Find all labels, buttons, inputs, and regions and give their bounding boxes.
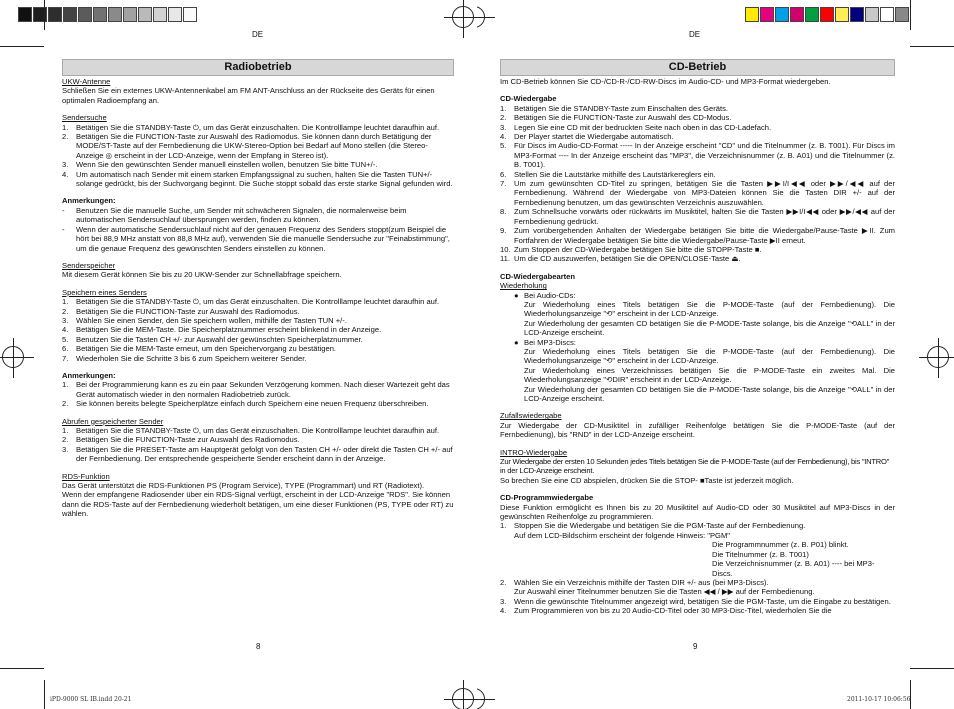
list-item: 1. Bei der Programmierung kann es zu ein paar Sekunden Verzögerung kommen. Nach dieser Wartezeit geht das Gerät automatisch wieder in den normalen Radiobetrieb zurück. [62, 380, 450, 399]
intro-text-1: Zur Wiedergabe der ersten 10 Sekunden jedes Titels betätigen Sie die P-MODE-Taste (auf der Fernbedienung), bis "INTRO" in der LCD-Anzeige erscheint. [500, 457, 890, 476]
program-step2-sub: Zur Auswahl einer Titelnummer benutzen Sie die Tasten ◀◀ / ▶▶ auf der Fernbedienung. [514, 587, 815, 597]
cd-intro: Im CD-Betrieb können Sie CD-/CD-R-/CD-RW-Discs im Audio-CD- und MP3-Format wiedergeben. [500, 77, 831, 86]
list-item: ● Bei MP3-Discs: [514, 337, 576, 347]
audio-cd-repeat-text: Zur Wiederholung eines Titels betätigen Sie die P-MODE-Taste (auf der Fernbedienung). Die Wiederholungsanzeige "⟲" erscheint in der LCD-Anzeige. Zur Wiederholung der gesamten CD betätigen Sie die P-MODE-Taste solange, bis die Anzeige "⟲ALL" in der LCD-Anzeige erscheint. [524, 299, 895, 338]
gray-swatch [123, 7, 137, 22]
crop-mark [910, 668, 954, 669]
gray-swatch [108, 7, 122, 22]
station-memory-text: Mit diesem Gerät können Sie bis zu 20 UKW-Sender zur Schnellabfrage speichern. [62, 270, 342, 280]
registration-mark-top-left-page [448, 2, 477, 34]
list-item: 2. Wählen Sie ein Verzeichnis mithilfe der Tasten DIR +/- aus (bei MP3-Discs). [500, 577, 769, 587]
list-item: 3. Legen Sie eine CD mit der bedruckten Seite nach oben in das CD-Ladefach. [500, 122, 772, 132]
program-heading: CD-Programmwiedergabe [500, 493, 594, 503]
page-number: 8 [256, 642, 261, 651]
random-text: Zur Wiedergabe der CD-Musiktitel in zufälliger Reihenfolge betätigen Sie die P-MODE-Taste (auf der Fernbedienung), bis "RND" in der LCD-Anzeige erscheint. [500, 420, 895, 440]
list-item: 7. Wiederholen Sie die Schritte 3 bis 6 zum Speichern weiterer Sender. [62, 353, 307, 363]
rds-text-1: Das Gerät unterstützt die RDS-Funktionen PS (Program Service), TYPE (Programmart) und RT (Radiotext). [62, 481, 425, 491]
registration-mark-bottom-right-page [477, 684, 491, 709]
gray-swatch [78, 7, 92, 22]
list-item: 1. Betätigen Sie die STANDBY-Taste ⏻, um das Gerät einzuschalten. Die Kontrolllampe leuchtet daraufhin auf. [62, 426, 440, 435]
page-number: 9 [693, 642, 698, 651]
list-item: 4. Betätigen Sie die MEM-Taste. Die Speicherplatznummer erscheint blinkend in der Anzeige. [62, 325, 382, 335]
gray-color-bar [18, 7, 198, 22]
list-item: 2. Betätigen Sie die FUNCTION-Taste zur Auswahl des Radiomodus. [62, 306, 300, 316]
gray-swatch [183, 7, 197, 22]
list-item: 8. Zum Schnellsuche vorwärts oder rückwärts im Musiktitel, halten Sie die Tasten ▶▶I/I◀◀ oder ▶▶/◀◀ auf der Fernbedienung gedrückt. [500, 207, 895, 226]
store-station-steps [62, 297, 454, 363]
list-item: 3. Betätigen Sie die PRESET-Taste am Hauptgerät gefolgt von den Tasten CH +/- oder direkt die Tasten CH +/- auf der Fernbedienung. Der entsprechende gespeicherte Sender erscheint dann in der Anzeige. [62, 444, 453, 464]
mp3-repeat-text: Zur Wiederholung eines Titels betätigen Sie die P-MODE-Taste (auf der Fernbedienung). Die Wiederholungsanzeige "⟲" erscheint in der LCD-Anzeige. Zur Wiederholung eines Verzeichnisses betätigen Sie die P-MODE-Taste ein zweites Mal. Die Wiederholungsanzeige "⟲DIR" erscheint in der LCD-Anzeige. Zur Wiederholung der gesamten CD betätigen Sie die P-MODE-Taste solange, bis die Anzeige "⟲ALL" in der LCD-Anzeige erscheint. [524, 346, 895, 403]
crop-mark [910, 680, 911, 709]
list-item: 4. Um automatisch nach Sender mit einem starken Empfangssignal zu suchen, halten Sie die Tasten TUN+/- solange gedrückt, bis der Suchvorgang beginnt. Die Suche stoppt sobald das erste starke Signal gefunden wird. [62, 169, 453, 189]
station-search-heading: Sendersuche [62, 113, 107, 123]
rds-heading: RDS-Funktion [62, 471, 110, 481]
recall-station-steps [62, 426, 454, 464]
station-search-steps [62, 123, 454, 189]
process-color-swatch [880, 7, 894, 22]
gray-swatch [18, 7, 32, 22]
notes-heading: Anmerkungen: [62, 196, 116, 206]
crop-mark [44, 680, 45, 709]
list-item: 3. Wenn Sie den gewünschten Sender manuell einstellen wollen, benutzen Sie bitte TUN+/-. [62, 160, 378, 170]
list-item: 6. Stellen Sie die Lautstärke mithilfe des Lautstärkereglers ein. [500, 169, 716, 179]
cd-playback-steps [500, 104, 895, 264]
crop-mark [0, 668, 44, 669]
list-item: 4. Zum Programmieren von bis zu 20 Audio-CD-Titel oder 30 MP3-Disc-Titel, wiederholen Sie die [500, 606, 832, 616]
crop-mark [910, 46, 954, 47]
intro-heading: INTRO-Wiedergabe [500, 447, 568, 457]
registration-mark-right [923, 342, 954, 374]
notes-list-2 [62, 380, 454, 408]
list-item: ● Bei Audio-CDs: [514, 290, 576, 300]
crop-mark [0, 46, 44, 47]
list-item: 2. Sie können bereits belegte Speicherplätze einfach durch Speichern eine neuen Frequenz überschreiben. [62, 399, 429, 409]
list-item: 5. Benutzen Sie die Tasten CH +/- zur Auswahl der gewünschten Speicherplatznummer. [62, 334, 363, 344]
radio-section [62, 59, 454, 519]
notes-heading-2: Anmerkungen: [62, 370, 116, 380]
cd-section [500, 59, 895, 616]
crop-mark [44, 0, 45, 30]
list-item: 5. Für Discs im Audio-CD-Format ----- In der Anzeige erscheint "CD" und die Titelnummer (z. B. T001). Für Discs im MP3-Format ---- In der Anzeige erscheint das "MP3", die Verzeichnisnummer (z. B. A01) und die Titelnummer (z. B. T001). [500, 141, 895, 170]
list-item: 3. Wenn die gewünschte Titelnummer angezeigt wird, betätigen Sie die PGM-Taste, um die Eingabe zu bestätigen. [500, 596, 891, 606]
right-page [477, 0, 954, 709]
ukw-antenna-text: Schließen Sie ein externes UKW-Antennenkabel am FM ANT-Anschluss an der Rückseite des Geräts für einen optimalen Radioempfang an. [62, 86, 435, 105]
crop-mark [910, 0, 911, 30]
gray-swatch [63, 7, 77, 22]
process-color-swatch [745, 7, 759, 22]
registration-mark-bottom-left-page [448, 684, 477, 709]
process-color-swatch [805, 7, 819, 22]
process-color-swatch [865, 7, 879, 22]
process-color-bar [745, 7, 910, 22]
registration-mark-top-right-page [477, 2, 491, 34]
playback-modes-heading: CD-Wiedergabearten [500, 271, 576, 281]
rds-text-2: Wenn der empfangene Radiosender über ein RDS-Signal verfügt, erscheint in der LCD-Anzeige "RDS". Sie können dann die RDS-Taste auf der Fernbedienung wiederholt betätigen, um eine dieser Funktionen (PS, TYPE oder RT) zu wählen. [62, 490, 454, 519]
language-label: DE [252, 30, 264, 39]
footer-timestamp: 2011-10-17 10:06:56 [847, 696, 911, 703]
language-label: DE [689, 30, 701, 39]
list-item: 1. Betätigen Sie die STANDBY-Taste ⏻, um das Gerät einzuschalten. Die Kontrolllampe leuchtet daraufhin auf. [62, 297, 440, 307]
program-step1-sub: Auf dem LCD-Bildschirm erscheint der folgende Hinweis: "PGM" [514, 530, 730, 540]
process-color-swatch [760, 7, 774, 22]
list-item: 2. Betätigen Sie die FUNCTION-Taste zur Auswahl des CD-Modus. [500, 113, 732, 123]
list-item: 1. Betätigen Sie die STANDBY-Taste zum Einschalten des Geräts. [500, 103, 728, 113]
list-item: 6. Betätigen Sie die MEM-Taste erneut, um den Speichervorgang zu bestätigen. [62, 344, 337, 354]
intro-text-2: So brechen Sie eine CD abspielen, drücken Sie die STOP- ■Taste ist jederzeit möglich. [500, 475, 794, 485]
process-color-swatch [820, 7, 834, 22]
process-color-swatch [835, 7, 849, 22]
program-hints: Die Programmnummer (z. B. P01) blinkt. Die Titelnummer (z. B. T001) Die Verzeichnisnummer (z. B. A01) ---- bei MP3-Discs. [712, 540, 875, 578]
registration-mark-left [0, 342, 30, 374]
store-station-heading: Speichern eines Senders [62, 287, 147, 297]
list-item: 2. Betätigen Sie die FUNCTION-Taste zur Auswahl des Radiomodus. [62, 435, 300, 445]
process-color-swatch [775, 7, 789, 22]
program-text: Diese Funktion ermöglicht es Ihnen bis zu 20 Musiktitel auf Audio-CD oder 30 Musiktitel auf MP3-Discs in der gewünschten Reihenfolge zu programmieren. [500, 502, 895, 522]
list-item: - Wenn der automatische Sendersuchlauf nicht auf der genauen Frequenz des Senders stoppt(zum Beispiel die hört bei 88,9 MHz anstatt von 88,8 MHz auf), verwenden Sie die manuelle Sendersuche zur "Feinabstimmung", um die genaue Frequenz des gewünschten Senders einstellen zu können. [62, 224, 450, 253]
gray-swatch [93, 7, 107, 22]
list-item: 9. Zum vorübergehenden Anhalten der Wiedergabe betätigen Sie bitte die Wiedergabe/Pause-Taste ▶II. Zum Fortfahren der Wiedergabe betätigen Sie bitte die Wiedergabe/Pause-Taste ▶II erneut. [500, 226, 895, 245]
list-item: 1. Stoppen Sie die Wiedergabe und betätigen Sie die PGM-Taste auf der Fernbedienung. [500, 521, 806, 531]
list-item: 4. Der Player startet die Wiedergabe automatisch. [500, 132, 674, 142]
list-item: - Benutzen Sie die manuelle Suche, um Sender mit schwächeren Signalen, die normalerweise beim automatischen Sendersuchlauf übersprungen werden, finden zu können. [62, 205, 407, 225]
list-item: 3. Wählen Sie einen Sender, den Sie speichern wollen, mithilfe der Tasten TUN +/-. [62, 315, 347, 325]
repeat-heading: Wiederholung [500, 281, 547, 291]
section-title-radio: Radiobetrieb [62, 59, 454, 76]
recall-station-heading: Abrufen gespeicherter Sender [62, 416, 164, 426]
list-item: 10. Zum Stoppen der CD-Wiedergabe betätigen Sie bitte die STOPP-Taste ■. [500, 244, 762, 254]
list-item: 1. Betätigen Sie die STANDBY-Taste ⏻, um das Gerät einzuschalten. Die Kontrolllampe leuchtet daraufhin auf. [62, 122, 440, 132]
list-item: 2. Betätigen Sie die FUNCTION-Taste zur Auswahl des Radiomodus. Sie können dann durch Betätigung der MODE/ST-Taste auf der Fernbedienung die UKW-Stereo-Option bei Bedarf auf Mono stellen (die Stereo-Anzeige ◎ erscheint in der LCD-Anzeige, wenn der Empfang in Stereo ist). [62, 132, 432, 160]
gray-swatch [48, 7, 62, 22]
ukw-antenna-heading: UKW-Antenne [62, 77, 111, 86]
process-color-swatch [850, 7, 864, 22]
cd-playback-heading: CD-Wiedergabe [500, 94, 557, 104]
list-item: 7. Um zum gewünschten CD-Titel zu springen, betätigen Sie die Tasten ▶▶I/I◀◀ oder ▶▶/◀◀ auf der Fernbedienung. Während der Wiedergabe von MP3-Dateien können Sie die Tasten DIR +/- auf der Fernbedienung benutzen, um das gewünschten Verzeichnis auszuwählen. [500, 179, 895, 207]
gray-swatch [168, 7, 182, 22]
list-item: 11. Um die CD auszuwerfen, betätigen Sie die OPEN/CLOSE-Taste ⏏. [500, 254, 741, 264]
section-title-cd: CD-Betrieb [500, 59, 895, 76]
process-color-swatch [790, 7, 804, 22]
gray-swatch [153, 7, 167, 22]
footer-file-info: iPD-9000 SL IB.indd 20-21 [50, 696, 132, 703]
notes-list [62, 206, 454, 253]
station-memory-heading: Senderspeicher [62, 260, 116, 270]
process-color-swatch [895, 7, 909, 22]
gray-swatch [138, 7, 152, 22]
random-heading: Zufallswiedergabe [500, 411, 562, 421]
